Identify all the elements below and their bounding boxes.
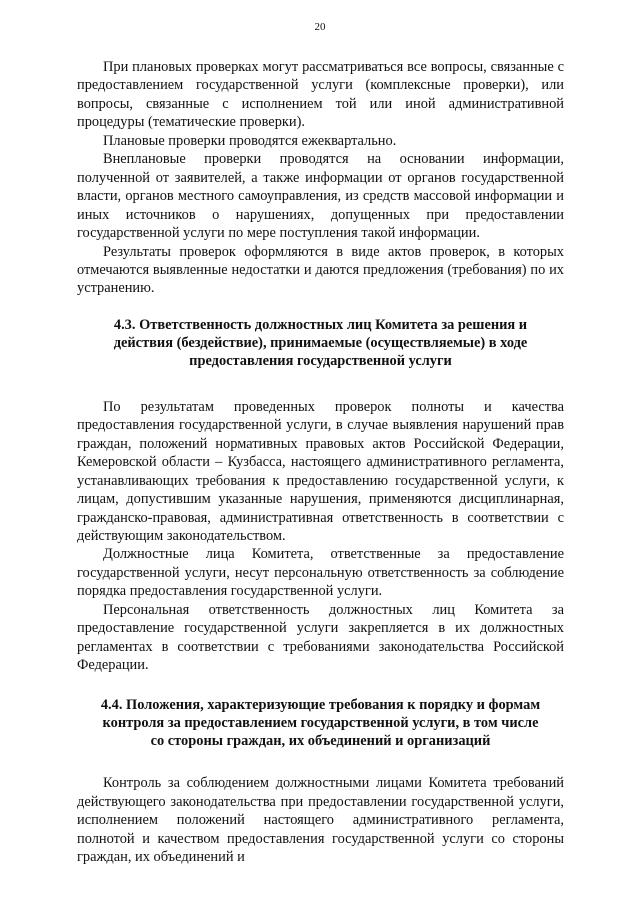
paragraph: Плановые проверки проводятся ежеквартально. [103,132,397,149]
paragraph: Должностные лица Комитета, ответственные за предоставление государственной услуги, несут персональную ответственность за соблюдение порядка предоставления государственной услуги. [77,546,564,600]
paragraph: При плановых проверках могут рассматриваться все вопросы, связанные с предоставлением государственной услуги (комплексные проверки), или вопросы, связанные с исполнением той или иной административной процедуры (тематические проверки). [77,59,564,131]
section-heading-4-3: 4.3. Ответственность должностных лиц Комитета за решения и действия (бездействие), принимаемые (осуществляемые) в ходе предоставления государственной услуги [113,316,528,370]
paragraph: Результаты проверок оформляются в виде актов проверок, в которых отмечаются выявленные недостатки и даются предложения (требования) по их устранению. [77,243,564,297]
document-body [77,58,564,867]
paragraph: Контроль за соблюдением должностными лицами Комитета требований действующего законодательства при предоставлении государственной услуги, исполнением положений настоящего административного регламента, полнотой и качеством предоставления государственной услуги со стороны граждан, их объединений и [77,775,564,866]
paragraph: Внеплановые проверки проводятся на основании информации, полученной от заявителей, а также информации от органов государственной власти, органов местного самоуправления, из средств массовой информации и иных источников о нарушениях, допущенных при предоставлении государственной услуги по мере поступления такой информации. [77,151,564,242]
paragraph: Персональная ответственность должностных лиц Комитета за предоставление государственной услуги закрепляется в их должностных регламентах в соответствии с требованиями законодательства Российской Федерации. [77,601,564,674]
section-heading-4-4: 4.4. Положения, характеризующие требования к порядку и формам контроля за предоставлением государственной услуги, в том числе со стороны граждан, их объединений и организаций [100,696,541,750]
paragraph: По результатам проведенных проверок полноты и качества предоставления государственной услуги, в случае выявления нарушений прав граждан, положений нормативных правовых актов Российской Федерации, Кемеровской области – Кузбасса, настоящего административного регламента, устанавливающих требования к предоставлению государственной услуги, к лицам, допустившим указанные нарушения, применяются дисциплинарная, гражданско-правовая, административная ответственность в соответствии с действующим законодательством. [77,398,564,544]
page-number: 20 [314,21,326,33]
